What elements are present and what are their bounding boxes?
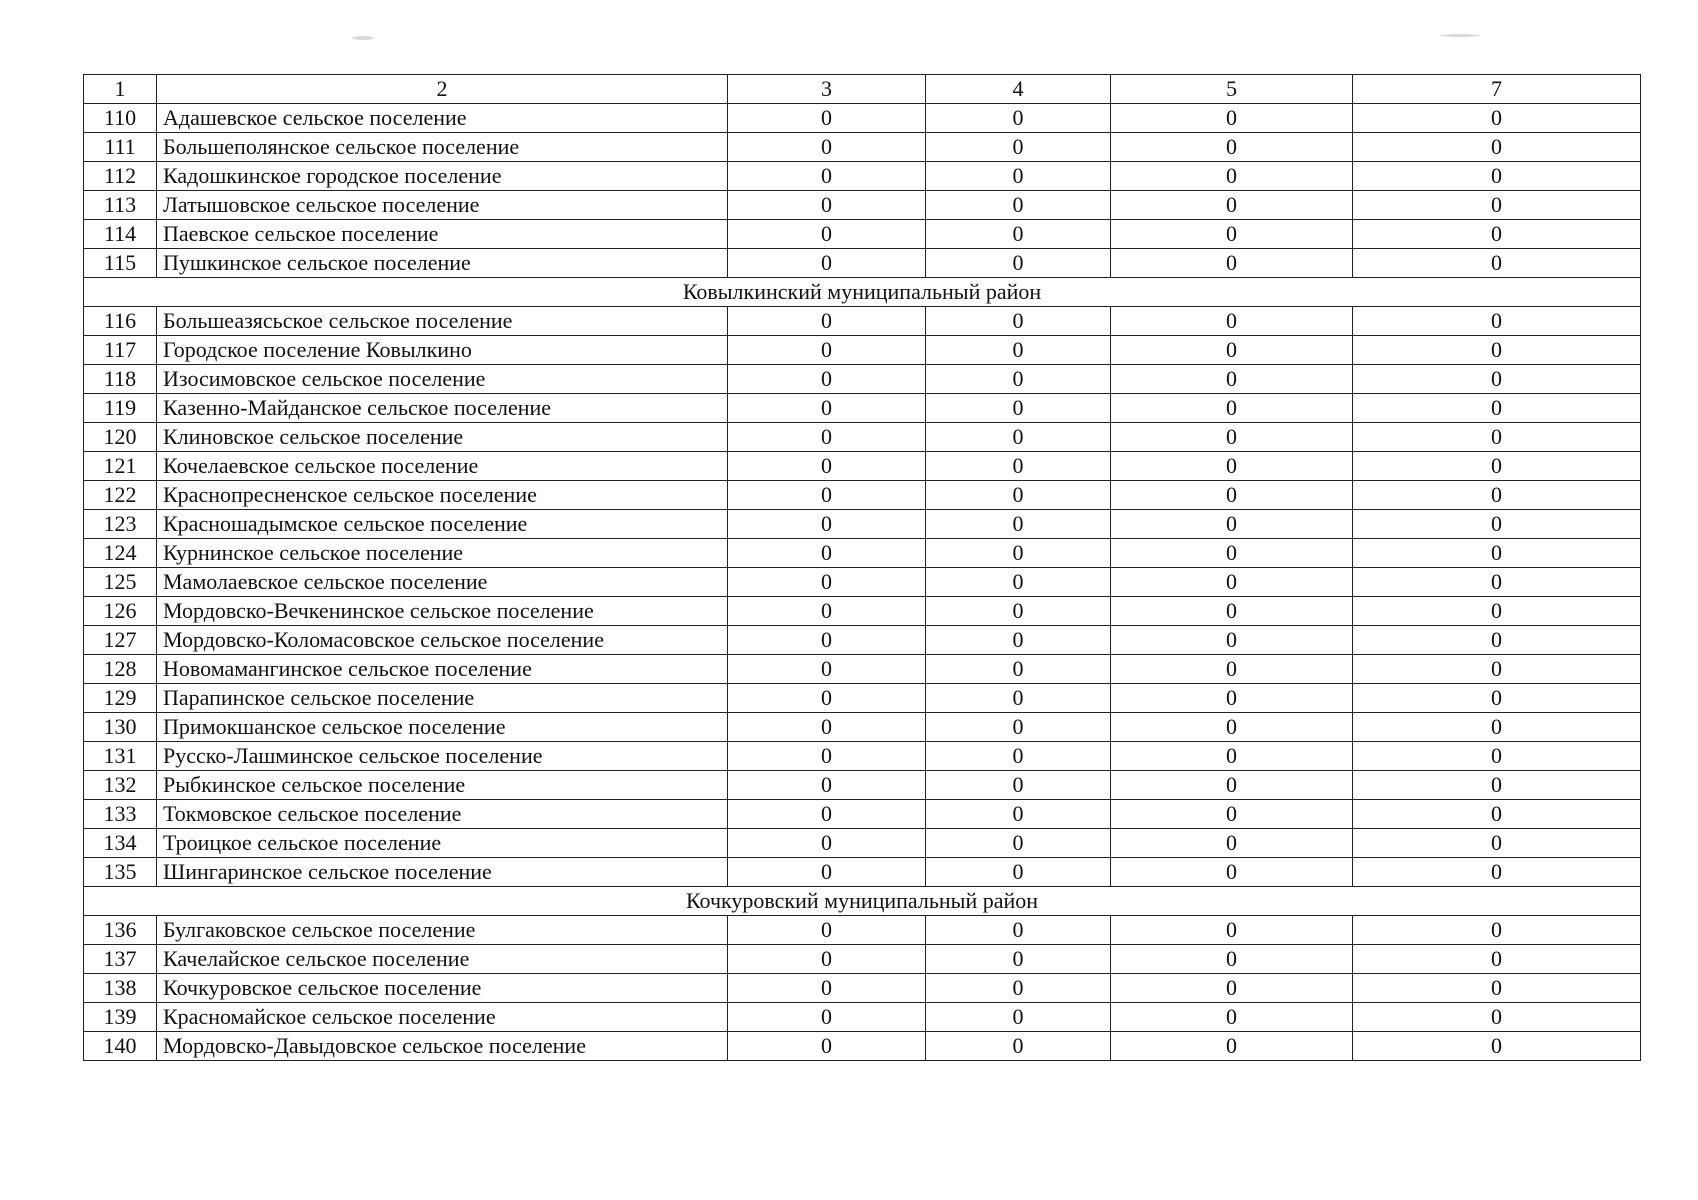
table-row	[84, 307, 1641, 336]
value-cell: 0	[926, 510, 1111, 539]
value-cell: 0	[728, 452, 926, 481]
value-cell: 0	[1353, 771, 1641, 800]
value-cell: 0	[926, 539, 1111, 568]
table-row	[84, 220, 1641, 249]
value-cell: 0	[926, 916, 1111, 945]
table-row	[84, 1032, 1641, 1061]
value-cell: 0	[728, 220, 926, 249]
settlement-name: Паевское сельское поселение	[157, 220, 728, 249]
value-cell: 0	[1111, 133, 1353, 162]
value-cell: 0	[1111, 365, 1353, 394]
table-row	[84, 423, 1641, 452]
value-cell: 0	[926, 452, 1111, 481]
value-cell: 0	[1111, 249, 1353, 278]
table-row	[84, 394, 1641, 423]
table-row	[84, 249, 1641, 278]
value-cell: 0	[728, 916, 926, 945]
value-cell: 0	[1111, 829, 1353, 858]
value-cell: 0	[728, 104, 926, 133]
value-cell: 0	[728, 249, 926, 278]
header-cell: 2	[157, 75, 728, 104]
header-cell: 3	[728, 75, 926, 104]
value-cell: 0	[1353, 336, 1641, 365]
value-cell: 0	[1353, 1032, 1641, 1061]
value-cell: 0	[1353, 829, 1641, 858]
table-row	[84, 713, 1641, 742]
table-row	[84, 771, 1641, 800]
settlement-name: Мордовско-Вечкенинское сельское поселение	[157, 597, 728, 626]
row-number: 122	[84, 481, 157, 510]
value-cell: 0	[1353, 655, 1641, 684]
value-cell: 0	[1111, 626, 1353, 655]
row-number: 135	[84, 858, 157, 887]
value-cell: 0	[1111, 916, 1353, 945]
table-row	[84, 974, 1641, 1003]
table-row	[84, 452, 1641, 481]
table-row	[84, 133, 1641, 162]
value-cell: 0	[1111, 655, 1353, 684]
value-cell: 0	[728, 713, 926, 742]
header-cell: 1	[84, 75, 157, 104]
value-cell: 0	[1111, 684, 1353, 713]
value-cell: 0	[926, 945, 1111, 974]
value-cell: 0	[728, 365, 926, 394]
value-cell: 0	[1353, 191, 1641, 220]
value-cell: 0	[728, 191, 926, 220]
row-number: 116	[84, 307, 157, 336]
value-cell: 0	[1111, 539, 1353, 568]
scan-speck	[352, 36, 374, 40]
table-row	[84, 481, 1641, 510]
value-cell: 0	[926, 104, 1111, 133]
value-cell: 0	[1111, 568, 1353, 597]
value-cell: 0	[1353, 510, 1641, 539]
table-row	[84, 742, 1641, 771]
value-cell: 0	[926, 336, 1111, 365]
value-cell: 0	[1111, 713, 1353, 742]
scan-speck	[1440, 34, 1480, 37]
value-cell: 0	[926, 974, 1111, 1003]
value-cell: 0	[926, 684, 1111, 713]
value-cell: 0	[926, 829, 1111, 858]
row-number: 114	[84, 220, 157, 249]
value-cell: 0	[728, 945, 926, 974]
value-cell: 0	[728, 858, 926, 887]
settlement-name: Большеполянское сельское поселение	[157, 133, 728, 162]
value-cell: 0	[926, 655, 1111, 684]
settlement-name: Большеазясьское сельское поселение	[157, 307, 728, 336]
row-number: 127	[84, 626, 157, 655]
value-cell: 0	[1111, 162, 1353, 191]
value-cell: 0	[1353, 220, 1641, 249]
value-cell: 0	[926, 1032, 1111, 1061]
row-number: 110	[84, 104, 157, 133]
value-cell: 0	[1353, 626, 1641, 655]
value-cell: 0	[728, 423, 926, 452]
table-row	[84, 858, 1641, 887]
value-cell: 0	[1353, 568, 1641, 597]
table-row	[84, 916, 1641, 945]
value-cell: 0	[926, 597, 1111, 626]
value-cell: 0	[1353, 307, 1641, 336]
table-row	[84, 626, 1641, 655]
row-number: 137	[84, 945, 157, 974]
value-cell: 0	[1353, 858, 1641, 887]
value-cell: 0	[1353, 365, 1641, 394]
row-number: 139	[84, 1003, 157, 1032]
table-row	[84, 655, 1641, 684]
value-cell: 0	[1353, 394, 1641, 423]
value-cell: 0	[728, 394, 926, 423]
value-cell: 0	[926, 713, 1111, 742]
value-cell: 0	[1111, 858, 1353, 887]
table-row	[84, 365, 1641, 394]
value-cell: 0	[728, 800, 926, 829]
value-cell: 0	[1111, 510, 1353, 539]
settlement-name: Парапинское сельское поселение	[157, 684, 728, 713]
document-sheet	[83, 74, 1640, 1061]
value-cell: 0	[1353, 423, 1641, 452]
row-number: 113	[84, 191, 157, 220]
table-body	[84, 75, 1641, 1061]
value-cell: 0	[728, 655, 926, 684]
value-cell: 0	[1353, 800, 1641, 829]
settlement-name: Кочкуровское сельское поселение	[157, 974, 728, 1003]
value-cell: 0	[1353, 974, 1641, 1003]
header-cell: 5	[1111, 75, 1353, 104]
value-cell: 0	[728, 307, 926, 336]
settlement-name: Красномайское сельское поселение	[157, 1003, 728, 1032]
settlement-name: Казенно-Майданское сельское поселение	[157, 394, 728, 423]
settlement-name: Примокшанское сельское поселение	[157, 713, 728, 742]
table-row	[84, 162, 1641, 191]
settlement-name: Мамолаевское сельское поселение	[157, 568, 728, 597]
section-row	[84, 278, 1641, 307]
row-number: 112	[84, 162, 157, 191]
value-cell: 0	[728, 1032, 926, 1061]
settlement-name: Рыбкинское сельское поселение	[157, 771, 728, 800]
table-row	[84, 945, 1641, 974]
section-row	[84, 887, 1641, 916]
settlement-name: Мордовско-Коломасовское сельское поселение	[157, 626, 728, 655]
table-row	[84, 829, 1641, 858]
value-cell: 0	[926, 423, 1111, 452]
table-row	[84, 191, 1641, 220]
settlement-name: Новомамангинское сельское поселение	[157, 655, 728, 684]
value-cell: 0	[926, 394, 1111, 423]
value-cell: 0	[1353, 104, 1641, 133]
row-number: 132	[84, 771, 157, 800]
row-number: 136	[84, 916, 157, 945]
value-cell: 0	[1353, 713, 1641, 742]
value-cell: 0	[728, 162, 926, 191]
value-cell: 0	[926, 481, 1111, 510]
row-number: 131	[84, 742, 157, 771]
value-cell: 0	[926, 307, 1111, 336]
value-cell: 0	[1111, 104, 1353, 133]
value-cell: 0	[926, 249, 1111, 278]
row-number: 126	[84, 597, 157, 626]
table-row	[84, 684, 1641, 713]
row-number: 124	[84, 539, 157, 568]
value-cell: 0	[728, 510, 926, 539]
table-row	[84, 568, 1641, 597]
settlement-name: Адашевское сельское поселение	[157, 104, 728, 133]
value-cell: 0	[728, 974, 926, 1003]
value-cell: 0	[1111, 423, 1353, 452]
table-row	[84, 597, 1641, 626]
value-cell: 0	[1353, 742, 1641, 771]
settlement-name: Русско-Лашминское сельское поселение	[157, 742, 728, 771]
table-row	[84, 104, 1641, 133]
value-cell: 0	[926, 626, 1111, 655]
header-cell: 4	[926, 75, 1111, 104]
section-title: Ковылкинский муниципальный район	[84, 278, 1641, 307]
settlement-name: Булгаковское сельское поселение	[157, 916, 728, 945]
value-cell: 0	[1353, 597, 1641, 626]
value-cell: 0	[728, 481, 926, 510]
settlement-name: Клиновское сельское поселение	[157, 423, 728, 452]
value-cell: 0	[1353, 539, 1641, 568]
value-cell: 0	[728, 771, 926, 800]
row-number: 118	[84, 365, 157, 394]
value-cell: 0	[926, 800, 1111, 829]
value-cell: 0	[1111, 191, 1353, 220]
settlements-table	[83, 74, 1641, 1061]
settlement-name: Кадошкинское городское поселение	[157, 162, 728, 191]
settlement-name: Кочелаевское сельское поселение	[157, 452, 728, 481]
value-cell: 0	[728, 829, 926, 858]
value-cell: 0	[1353, 133, 1641, 162]
table-row	[84, 336, 1641, 365]
value-cell: 0	[926, 220, 1111, 249]
settlement-name: Изосимовское сельское поселение	[157, 365, 728, 394]
value-cell: 0	[728, 568, 926, 597]
value-cell: 0	[1353, 481, 1641, 510]
row-number: 120	[84, 423, 157, 452]
settlement-name: Троицкое сельское поселение	[157, 829, 728, 858]
value-cell: 0	[1111, 597, 1353, 626]
value-cell: 0	[1111, 307, 1353, 336]
value-cell: 0	[728, 336, 926, 365]
value-cell: 0	[1353, 249, 1641, 278]
header-row	[84, 75, 1641, 104]
value-cell: 0	[1111, 800, 1353, 829]
value-cell: 0	[926, 162, 1111, 191]
settlement-name: Пушкинское сельское поселение	[157, 249, 728, 278]
row-number: 111	[84, 133, 157, 162]
settlement-name: Красношадымское сельское поселение	[157, 510, 728, 539]
value-cell: 0	[1353, 945, 1641, 974]
settlement-name: Качелайское сельское поселение	[157, 945, 728, 974]
row-number: 130	[84, 713, 157, 742]
row-number: 115	[84, 249, 157, 278]
row-number: 117	[84, 336, 157, 365]
value-cell: 0	[926, 771, 1111, 800]
table-row	[84, 510, 1641, 539]
row-number: 125	[84, 568, 157, 597]
value-cell: 0	[926, 568, 1111, 597]
row-number: 123	[84, 510, 157, 539]
value-cell: 0	[728, 626, 926, 655]
settlement-name: Шингаринское сельское поселение	[157, 858, 728, 887]
section-title: Кочкуровский муниципальный район	[84, 887, 1641, 916]
settlement-name: Мордовско-Давыдовское сельское поселение	[157, 1032, 728, 1061]
settlement-name: Городское поселение Ковылкино	[157, 336, 728, 365]
value-cell: 0	[926, 742, 1111, 771]
row-number: 121	[84, 452, 157, 481]
table-row	[84, 800, 1641, 829]
value-cell: 0	[1111, 742, 1353, 771]
value-cell: 0	[728, 539, 926, 568]
row-number: 129	[84, 684, 157, 713]
value-cell: 0	[1111, 771, 1353, 800]
row-number: 128	[84, 655, 157, 684]
value-cell: 0	[1353, 452, 1641, 481]
value-cell: 0	[1111, 1032, 1353, 1061]
value-cell: 0	[728, 133, 926, 162]
value-cell: 0	[926, 1003, 1111, 1032]
value-cell: 0	[728, 1003, 926, 1032]
value-cell: 0	[1111, 220, 1353, 249]
settlement-name: Токмовское сельское поселение	[157, 800, 728, 829]
value-cell: 0	[1353, 684, 1641, 713]
value-cell: 0	[926, 191, 1111, 220]
row-number: 134	[84, 829, 157, 858]
value-cell: 0	[926, 365, 1111, 394]
value-cell: 0	[1353, 916, 1641, 945]
row-number: 140	[84, 1032, 157, 1061]
value-cell: 0	[926, 858, 1111, 887]
value-cell: 0	[1111, 394, 1353, 423]
table-row	[84, 1003, 1641, 1032]
value-cell: 0	[1111, 336, 1353, 365]
value-cell: 0	[1353, 1003, 1641, 1032]
value-cell: 0	[1111, 974, 1353, 1003]
row-number: 133	[84, 800, 157, 829]
settlement-name: Курнинское сельское поселение	[157, 539, 728, 568]
value-cell: 0	[728, 684, 926, 713]
value-cell: 0	[1111, 452, 1353, 481]
value-cell: 0	[1111, 1003, 1353, 1032]
header-cell: 7	[1353, 75, 1641, 104]
settlement-name: Латышовское сельское поселение	[157, 191, 728, 220]
value-cell: 0	[728, 742, 926, 771]
value-cell: 0	[1111, 481, 1353, 510]
value-cell: 0	[1353, 162, 1641, 191]
row-number: 138	[84, 974, 157, 1003]
table-row	[84, 539, 1641, 568]
value-cell: 0	[728, 597, 926, 626]
settlement-name: Краснопресненское сельское поселение	[157, 481, 728, 510]
value-cell: 0	[1111, 945, 1353, 974]
row-number: 119	[84, 394, 157, 423]
value-cell: 0	[926, 133, 1111, 162]
